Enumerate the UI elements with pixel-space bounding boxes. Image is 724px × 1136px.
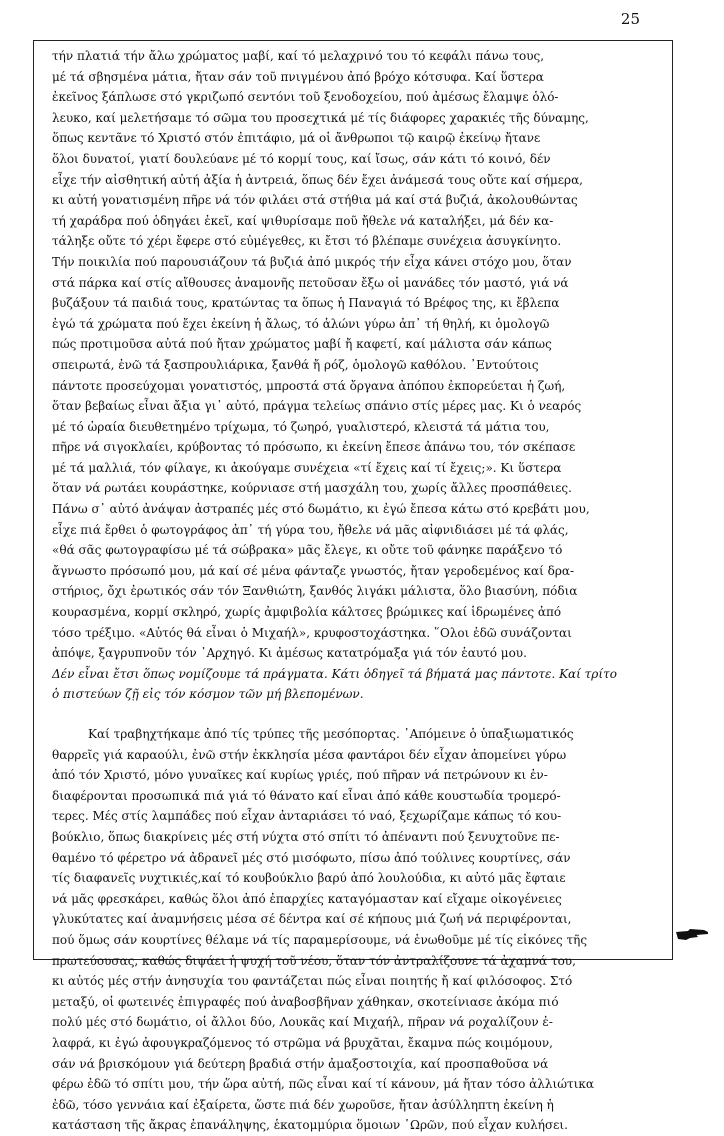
text-line: ἀπόψε, ξαγρυπνοῦν τόν ᾽Αρχηγό. Κι ἀμέσως κατατρόμαξα γιά τόν ἑαυτό μου. bbox=[52, 646, 527, 661]
text-line: στά πάρκα καί στίς αἴθουσες ἀναμονῆς πετοῦσαν ἔξω οἱ μανάδες τόν μαστό, γιά νά bbox=[52, 275, 569, 290]
text-line: κι αὐτή γονατισμένη πῆρε νά τόν φιλάει στά στήθια μά καί στά βυζιά, ἀκολουθώντας bbox=[52, 193, 578, 208]
text-line: λαφρά, κι ἐγώ ἀφουγκραζόμενος τό στρῶμα νά βρυχᾶται, ἔκαμνα πώς κοιμόμουν, bbox=[52, 1035, 553, 1050]
text-line: πού ὅμως σάν κουρτίνες θέλαμε νά τίς παραμερίσουμε, νά ἑνωθοῦμε μέ τίς εἰκόνες τῆς bbox=[52, 932, 588, 947]
text-line: ὅταν νά ρωτάει κουράστηκε, κούρνιασε στή μασχάλη του, χωρίς ἄλλες προσπάθειες. bbox=[52, 481, 572, 496]
text-line: Καί τραβηχτήκαμε ἀπό τίς τρύπες τῆς μεσόπορτας. ᾽Απόμεινε ὁ ὑπαξιωματικός bbox=[88, 727, 574, 741]
text-line: ὅλοι δυνατοί, γιατί δουλεύανε μέ τό κορμί τους, καί ἴσως, σάν κάτι τό κοινό, δέν bbox=[52, 151, 551, 166]
text-line: βυζάξουν τά παιδιά τους, κρατώντας τα ὅπως ἡ Παναγιά τό Βρέφος της, κι ἔβλεπα bbox=[52, 296, 560, 311]
text-line: «θά σᾶς φωτογραφίσω μέ τά σώβρακα» μᾶς ἔλεγε, κι οὔτε τοῦ φάνηκε παράξενο τό bbox=[52, 543, 563, 558]
text-line: πάντοτε προσεύχομαι γονατιστός, μπροστά στά ὄργανα ἀπόπου ἐκπορεύεται ἡ ζωή, bbox=[52, 378, 566, 393]
text-line: λευκο, καί μελετήσαμε τό σῶμα του προσεχτικά μέ τίς διάφορες χαρακιές τῆς δύναμης, bbox=[52, 110, 589, 125]
page-number: 25 bbox=[620, 10, 640, 28]
text-line: μέ τά μαλλιά, τόν φίλαγε, κι ἀκούγαμε συνέχεια «τί ἔχεις καί τί ἔχεις;». Κι ὕστερα bbox=[52, 460, 562, 475]
text-line: πολύ μές στό δωμάτιο, οἱ ἄλλοι δύο, Λουκᾶς καί Μιχαήλ, πῆραν νά ροχαλίζουν ἐ- bbox=[52, 1015, 553, 1030]
text-line: σπειρωτά, ἐνῶ τά ξασπρουλιάρικα, ξανθά ἤ ρόζ, ὁμολογῶ καθόλου. ᾽Εντούτοις bbox=[52, 357, 539, 372]
paragraph-1 bbox=[52, 46, 658, 705]
text-line: κι αὐτός μές στήν ἀνησυχία του φαντάζεται πώς εἶναι ποιητής ἤ καί φιλόσοφος. Στό bbox=[52, 974, 573, 989]
italic-line: Δέν εἶναι ἔτσι ὅπως νομίζουμε τά πράγματα. Κάτι ὁδηγεῖ τά βήματά μας πάντοτε. Καί τρίτο bbox=[52, 666, 617, 681]
text-line: πώς προτιμοῦσα αὐτά πού ἤταν χρώματος μαβί ἤ καφετί, καί μάλιστα σάν κάπως bbox=[52, 337, 552, 352]
text-line: γλυκύτατες καί ἀναμνήσεις μέσα σέ δέντρα καί σέ κήπους μιά ζωή νά περιφέρονται, bbox=[52, 912, 572, 927]
text-line: τερες. Μές στίς λαμπάδες πού εἶχαν ἀνταριάσει τό ναό, ξεχωρίζαμε κάπως τό κου- bbox=[52, 809, 562, 824]
text-line: ὅταν βεβαίως εἶναι ἄξια γι᾽ αὐτό, πράγμα τελείως σπάνιο στίς μέρες μας. Κι ὁ νεαρός bbox=[52, 399, 582, 414]
text-line: διαφέρονται προσωπικά πιά γιά τό θάνατο καί εἶναι ἀπό κάθε κουστωδία τρομερό- bbox=[52, 788, 561, 803]
text-line: τόσο τρέξιμο. «Αὐτός θά εἶναι ὁ Μιχαήλ», κρυφοστοχάστηκα. ῞Ολοι ἐδῶ συνάζονται bbox=[52, 625, 572, 640]
text-line: ἐδῶ, τόσο γεννάια καί ἐξαίρετα, ὥστε πιά δέν χωροῦσε, ἤταν ἀσύλληπτη ἐκείνη ἡ bbox=[52, 1097, 554, 1112]
text-line: ἐγώ τά χρώματα πού ἔχει ἐκείνη ἡ ἄλως, τό ἁλώνι γύρω ἀπ᾽ τή θηλή, κι ὁμολογῶ bbox=[52, 316, 550, 331]
paragraph-2 bbox=[52, 724, 658, 1136]
text-line: φέρω ἐδῶ τό σπίτι μου, τήν ὥρα αὐτή, πῶς εἶναι καί τί κάνουν, μά ἤταν τόσο ἀλλιώτικα bbox=[52, 1077, 594, 1092]
text-line: ἄγνωστο πρόσωπό μου, μά καί σέ μένα φάνταζε γνωστός, ἤταν γεροδεμένος καί δρα- bbox=[52, 563, 575, 578]
text-line: κουρασμένα, κορμί σκληρό, χωρίς ἀμφιβολία κάλτσες βρώμικες καί ἱδρωμένες ἀπό bbox=[52, 605, 562, 620]
text-line: σάν νά βρισκόμουν γιά δεύτερη βραδιά στήν ἀμαξοστοιχία, καί προσπαθοῦσα νά bbox=[52, 1056, 549, 1071]
text-line: θαρρεῖς γιά καραούλι, ἐνῶ στήν ἐκκλησία μέσα φαντάροι δέν εἶχαν ἀπομείνει γύρω bbox=[52, 747, 567, 762]
text-line: θαμένο τό φέρετρο νά ἀδρανεῖ μές στό μισόφωτο, πίσω ἀπό τούλινες κουρτίνες, σάν bbox=[52, 850, 571, 865]
text-line: τάληξε οὔτε τό χέρι ἔφερε στό εὐμέγεθες, κι ἔτσι τό βλέπαμε συνέχεια ἀσυγκίνητο. bbox=[52, 234, 562, 249]
text-line: ὅπως κεντᾶνε τό Χριστό στόν ἐπιτάφιο, μά οἱ ἄνθρωποι τῷ καιρῷ ἐκείνῳ ἤτανε bbox=[52, 131, 541, 146]
text-line: βούκλιο, ὅπως διακρίνεις μές στή νύχτα στό σπίτι τό ἀπέναντι πού ξενυχτοῦνε πε- bbox=[52, 829, 560, 844]
text-line: κατάσταση τῆς ἄκρας ἐπανάληψης, ἑκατομμύρια ὅμοιων ῾Ωρῶν, πού εἶχαν κυλήσει. bbox=[52, 1118, 568, 1133]
text-line: μεταξύ, οἱ φωτεινές ἐπιγραφές πού ἀναβοσβῆναν χάθηκαν, σκοτείνιασε ἀκόμα πιό bbox=[52, 994, 559, 1009]
text-line: στήριος, ὄχι ἐρωτικός σάν τόν Ξανθιώτη, ξανθός λιγάκι μάλιστα, ὅλο βιασύνη, πόδια bbox=[52, 584, 578, 599]
text-line: ἐκεῖνος ξάπλωσε στό γκριζωπό σεντόνι τοῦ ξενοδοχείου, πού ἀμέσως ἔλαμψε ὁλό- bbox=[52, 90, 559, 105]
pointing-hand-icon bbox=[674, 924, 710, 944]
text-line: Τήν ποικιλία πού παρουσιάζουν τά βυζιά ἀπό μικρός τήν εἶχα κάνει στόχο μου, ὅταν bbox=[52, 254, 572, 269]
italic-line: ὁ πιστεύων ζῇ εἰς τόν κόσμον τῶν μή βλεπομένων. bbox=[52, 687, 364, 702]
text-line: μέ τά σβησμένα μάτια, ἤταν σάν τοῦ πνιγμένου ἀπό βρόχο κότσυφα. Καί ὕστερα bbox=[52, 69, 544, 84]
text-line: μέ τό ὡραία διευθετημένο τρίχωμα, τό ζωηρό, γυαλιστερό, κλειστά τά μάτια του, bbox=[52, 419, 550, 434]
text-line: Πάνω σ᾽ αὐτό ἀνάψαν ἀστραπές μές στό δωμάτιο, κι ἐγώ ἔπεσα κάτω στό κρεβάτι μου, bbox=[52, 502, 590, 517]
text-line: εἶχε τήν αἰσθητική αὐτή ἀξία ἡ ἀντρειά, ὅπως δέν ἔχει ἀνάμεσά τους οὔτε καί σήμερα, bbox=[52, 172, 583, 187]
text-line: πῆρε νά σιγοκλαίει, κρύβοντας τό πρόσωπο, κι ἐκείνη ἔπεσε ἀπάνω του, τόν σκέπασε bbox=[52, 440, 576, 455]
text-line: τή χαράδρα πού ὁδηγάει ἐκεῖ, καί ψιθυρίσαμε ποῦ ἤθελε νά καταλήξει, μά δέν κα- bbox=[52, 213, 554, 228]
body-text bbox=[52, 46, 658, 1136]
text-line: τίς διαφανεῖς νυχτικιές,καί τό κουβούκλιο βαρύ ἀπό λουλούδια, κι αὐτό μᾶς ἔφταιε bbox=[52, 871, 566, 886]
paragraph-gap bbox=[52, 705, 658, 724]
text-line: νά μᾶς φρεσκάρει, καθώς ὅλοι ἀπό ἐπαρχίες καταγόμασταν καί εἴχαμε οἰκογένειες bbox=[52, 891, 562, 906]
text-line: τήν πλατιά τήν ἄλω χρώματος μαβί, καί τό μελαχρινό του τό κεφάλι πάνω τους, bbox=[52, 49, 545, 63]
text-line: ἀπό τόν Χριστό, μόνο γυναῖκες καί κυρίως γριές, πού πῆραν νά πετρώνουν κι ἐν- bbox=[52, 768, 548, 783]
text-line: πρωτεύουσας, καθώς διψάει ἡ ψυχή τοῦ νέου, ὅταν τόν ἀντραλίζουνε τά ἀχαμνά του, bbox=[52, 953, 576, 968]
text-line: εἶχε πιά ἔρθει ὁ φωτογράφος ἀπ᾽ τή γύρα του, ἤθελε νά μᾶς αἰφνιδιάσει μέ τά φλάς, bbox=[52, 522, 569, 537]
